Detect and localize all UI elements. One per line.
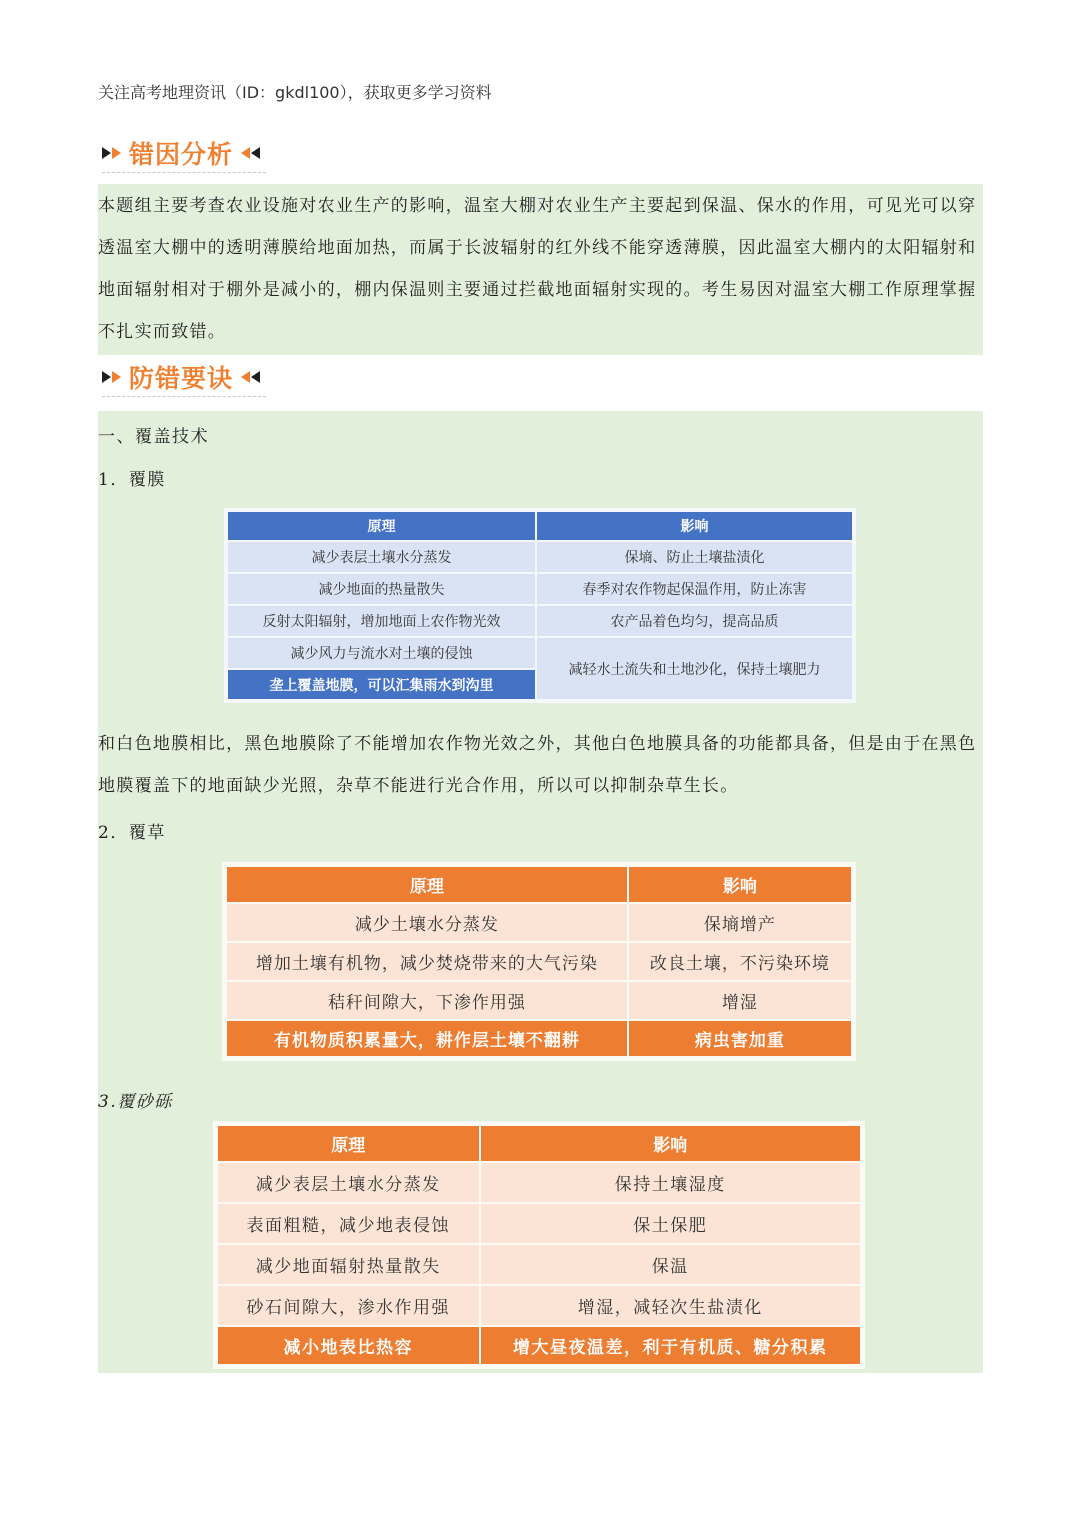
section-title: 防错要诀: [129, 363, 234, 393]
table-cell: 表面粗糙，减少地表侵蚀: [216, 1203, 480, 1244]
section-heading-tips: [102, 357, 266, 397]
table-row: [226, 637, 854, 669]
table-cell-highlight: 有机物质积累量大，耕作层土壤不翻耕: [225, 1020, 628, 1059]
subtitle-covering: 一、覆盖技术: [98, 427, 209, 447]
table-row: [216, 1162, 863, 1203]
table-row: [216, 1285, 863, 1326]
table-row: [226, 605, 854, 637]
right-arrows-icon: [102, 147, 121, 159]
table-row: [225, 1020, 854, 1059]
analysis-paragraph: 本题组主要考查农业设施对农业生产的影响，温室大棚对农业生产主要起到保温、保水的作用，可见光可以穿透温室大棚中的透明薄膜给地面加热，而属于长波辐射的红外线不能穿透薄膜，因此温室大棚内的太阳辐射和地面辐射相对于棚外是减小的，棚内保温则主要通过拦截地面辐射实现的。考生易因对温室大棚工作原理掌握不扎实而致错。: [98, 196, 977, 342]
table-cell: 反射太阳辐射，增加地面上农作物光效: [226, 605, 536, 637]
table-row: [225, 981, 854, 1020]
header-note: 关注高考地理资讯（ID：gkdl100），获取更多学习资料: [98, 83, 492, 102]
table-row: [216, 1326, 863, 1367]
right-arrows-icon: [102, 371, 121, 383]
table-row: [216, 1203, 863, 1244]
table-straw: [222, 862, 856, 1061]
header-effect: 影响: [628, 865, 854, 903]
table-row: [225, 903, 854, 942]
table-cell: 减少地面辐射热量散失: [216, 1244, 480, 1285]
table-row: [226, 573, 854, 605]
table-cell: 秸秆间隙大，下渗作用强: [225, 981, 628, 1020]
table-header-row: [216, 1124, 863, 1162]
table-cell: 增湿，减轻次生盐渍化: [480, 1285, 863, 1326]
table-cell: 春季对农作物起保温作用，防止冻害: [536, 573, 854, 605]
table-cell: 改良土壤，不污染环境: [628, 942, 854, 981]
item-label-film: 1．覆膜: [98, 470, 166, 490]
table-cell: 保墒增产: [628, 903, 854, 942]
black-film-paragraph: 和白色地膜相比，黑色地膜除了不能增加农作物光效之外，其他白色地膜具备的功能都具备，但是由于在黑色地膜覆盖下的地面缺少光照，杂草不能进行光合作用，所以可以抑制杂草生长。: [98, 734, 977, 796]
left-arrows-icon: [241, 147, 260, 159]
table-row: [226, 541, 854, 573]
table-cell: 增加土壤有机物，减少焚烧带来的大气污染: [225, 942, 628, 981]
table-header-row: [225, 865, 854, 903]
header-principle: 原理: [225, 865, 628, 903]
table-film: [224, 508, 856, 703]
table-cell: 农产品着色均匀，提高品质: [536, 605, 854, 637]
table-cell-highlight: 增大昼夜温差，利于有机质、糖分积累: [480, 1326, 863, 1367]
header-effect: 影响: [480, 1124, 863, 1162]
table-gravel: [213, 1121, 865, 1369]
left-arrows-icon: [241, 371, 260, 383]
table-cell: 减少表层土壤水分蒸发: [216, 1162, 480, 1203]
header-principle: 原理: [226, 510, 536, 541]
header-principle: 原理: [216, 1124, 480, 1162]
table-cell: 保温: [480, 1244, 863, 1285]
section-heading-error-analysis: [102, 133, 266, 173]
table-cell: 减少地面的热量散失: [226, 573, 536, 605]
section-title: 错因分析: [129, 139, 234, 169]
table-cell-highlight: 垄上覆盖地膜，可以汇集雨水到沟里: [226, 669, 536, 701]
table-row: [225, 942, 854, 981]
header-effect: 影响: [536, 510, 854, 541]
item-label-straw: 2．覆草: [98, 823, 166, 843]
analysis-block: [98, 184, 983, 355]
table-cell: 减少土壤水分蒸发: [225, 903, 628, 942]
table-header-row: [226, 510, 854, 541]
table-cell: 保墒、防止土壤盐渍化: [536, 541, 854, 573]
item-label-gravel: 3.覆砂砾: [98, 1092, 173, 1112]
table-cell-highlight: 减小地表比热容: [216, 1326, 480, 1367]
table-cell: 保土保肥: [480, 1203, 863, 1244]
table-cell: 减少表层土壤水分蒸发: [226, 541, 536, 573]
table-row: [216, 1244, 863, 1285]
table-cell: 减轻水土流失和土地沙化，保持土壤肥力: [536, 637, 854, 701]
table-cell-highlight: 病虫害加重: [628, 1020, 854, 1059]
table-cell: 砂石间隙大，渗水作用强: [216, 1285, 480, 1326]
table-cell: 保持土壤湿度: [480, 1162, 863, 1203]
table-cell: 减少风力与流水对土壤的侵蚀: [226, 637, 536, 669]
table-cell: 增湿: [628, 981, 854, 1020]
